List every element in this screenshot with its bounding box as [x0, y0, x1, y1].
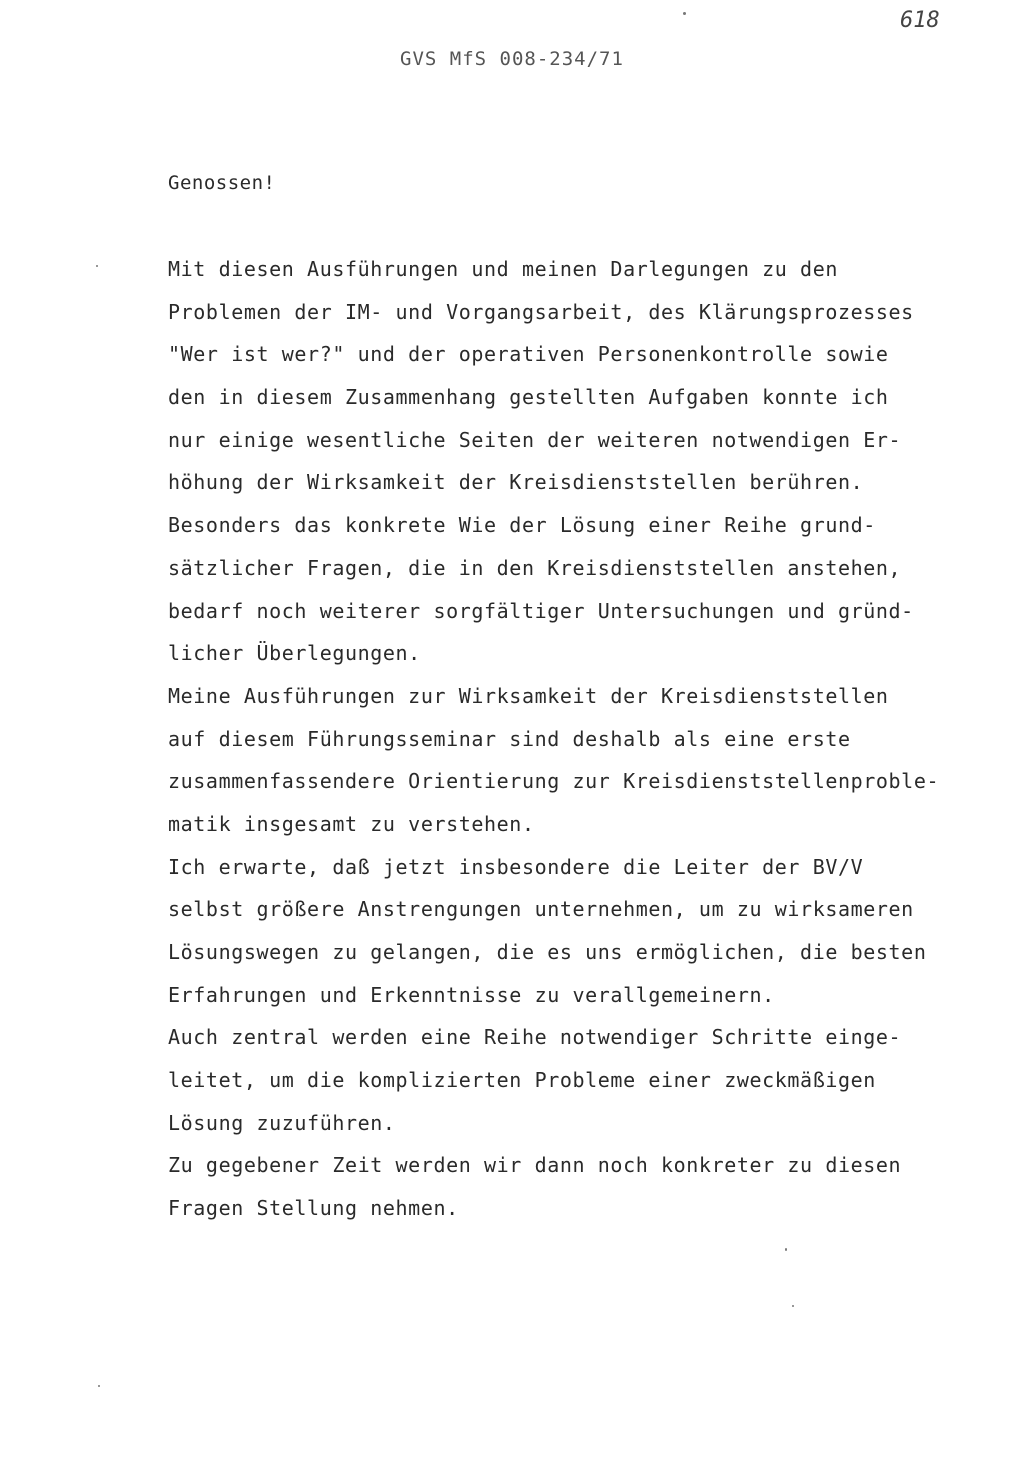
text-line: selbst größere Anstrengungen unternehmen, um zu wirksameren	[168, 897, 914, 922]
text-line: Zu gegebener Zeit werden wir dann noch konkreter zu diesen	[168, 1153, 902, 1178]
document-reference: GVS MfS 008-234/71	[400, 48, 624, 70]
scan-speck	[792, 1305, 794, 1307]
text-line: Erfahrungen und Erkenntnisse zu verallgemeinern.	[168, 982, 775, 1007]
text-line: den in diesem Zusammenhang gestellten Aufgaben konnte ich	[168, 385, 889, 410]
text-line: matik insgesamt zu verstehen.	[168, 811, 535, 836]
text-line: Ich erwarte, daß jetzt insbesondere die Leiter der BV/V	[168, 854, 864, 879]
salutation: Genossen!	[168, 172, 276, 194]
page-number: 618	[900, 8, 940, 33]
text-line: bedarf noch weiterer sorgfältiger Untersuchungen und gründ-	[168, 598, 914, 623]
scan-speck	[683, 12, 686, 15]
scan-speck	[96, 265, 98, 267]
text-line: leitet, um die komplizierten Probleme einer zweckmäßigen	[168, 1068, 876, 1093]
text-line: höhung der Wirksamkeit der Kreisdienststellen berühren.	[168, 470, 864, 495]
text-line: Auch zentral werden eine Reihe notwendiger Schritte einge-	[168, 1025, 902, 1050]
text-line: sätzlicher Fragen, die in den Kreisdienststellen anstehen,	[168, 555, 902, 580]
text-line: Fragen Stellung nehmen.	[168, 1196, 459, 1221]
text-line: Lösung zuzuführen.	[168, 1110, 396, 1135]
text-line: licher Überlegungen.	[168, 641, 421, 666]
text-line: zusammenfassendere Orientierung zur Kreisdienststellenproble-	[168, 769, 940, 794]
scan-speck	[785, 1248, 787, 1251]
text-line: Mit diesen Ausführungen und meinen Darlegungen zu den	[168, 257, 838, 281]
body-text	[168, 248, 968, 1230]
text-line: Problemen der IM- und Vorgangsarbeit, des Klärungsprozesses	[168, 299, 914, 324]
text-line: "Wer ist wer?" und der operativen Personenkontrolle sowie	[168, 342, 889, 367]
scan-speck	[98, 1385, 100, 1387]
text-line: nur einige wesentliche Seiten der weiteren notwendigen Er-	[168, 427, 902, 452]
text-line: Besonders das konkrete Wie der Lösung einer Reihe grund-	[168, 513, 876, 538]
text-line: Meine Ausführungen zur Wirksamkeit der Kreisdienststellen	[168, 683, 889, 708]
text-line: Lösungswegen zu gelangen, die es uns ermöglichen, die besten	[168, 940, 927, 964]
text-line: auf diesem Führungsseminar sind deshalb als eine erste	[168, 726, 851, 751]
